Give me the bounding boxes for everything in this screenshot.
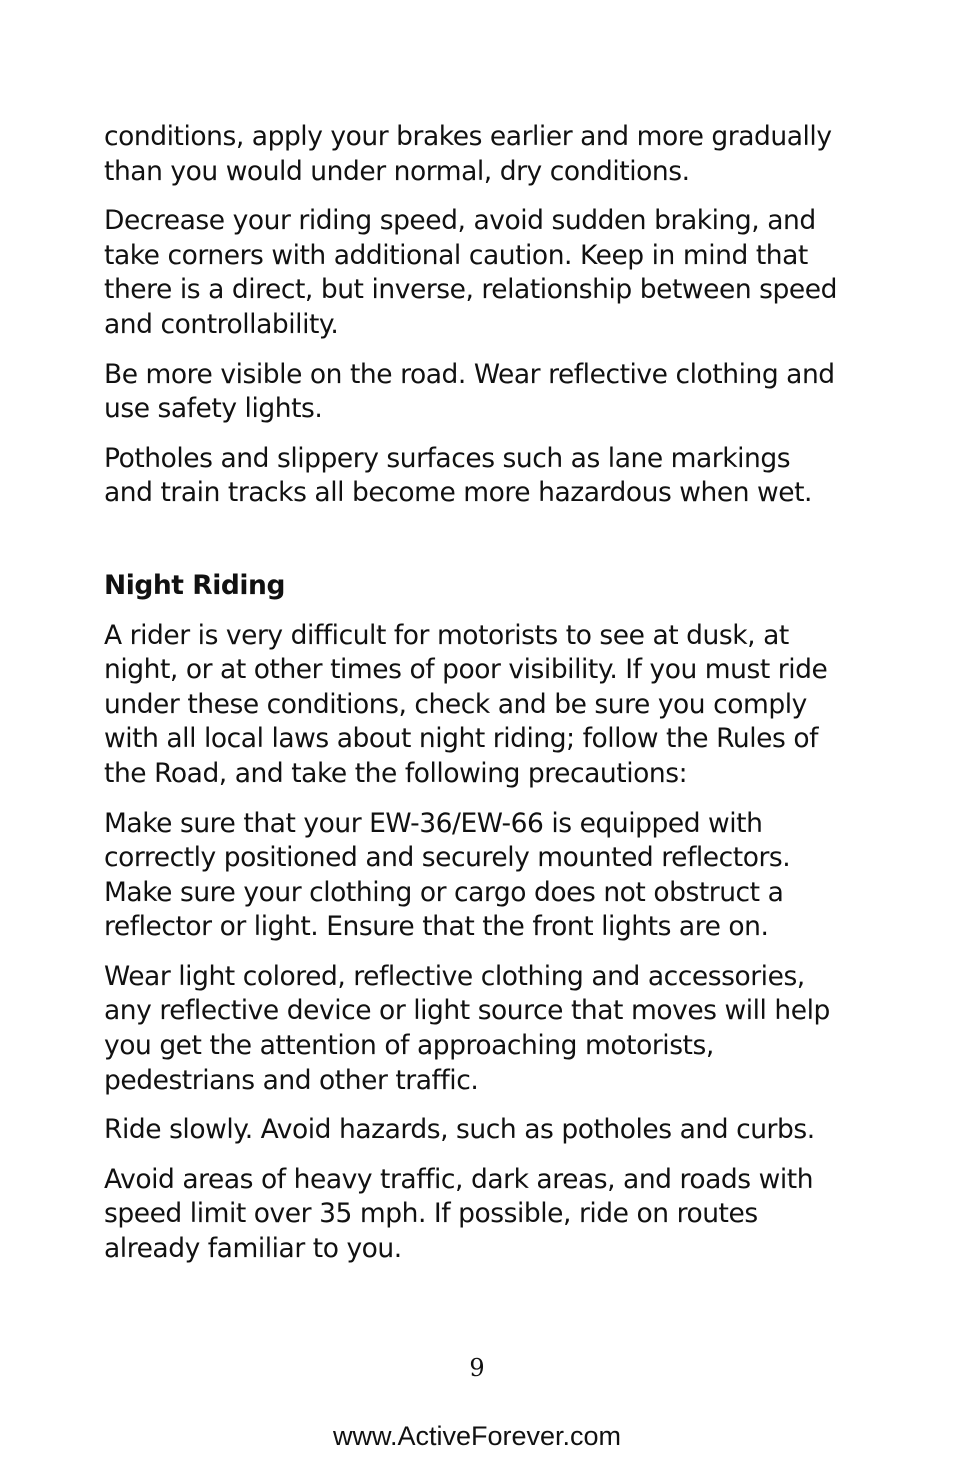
section-heading-night-riding: Night Riding: [104, 569, 285, 601]
footer-url: www.ActiveForever.com: [332, 1421, 622, 1451]
paragraph-potholes: Potholes and slippery surfaces such as lane markings and train tracks all become more hazardous when wet.: [104, 442, 813, 509]
paragraph-riding-speed: Decrease your riding speed, avoid sudden braking, and take corners with additional caution. Keep in mind that there is a direct, but inverse, relationship between speed and controllability.: [104, 205, 837, 340]
paragraph-braking-conditions: conditions, apply your brakes earlier and more gradually than you would under normal, dry conditions.: [104, 121, 832, 187]
paragraph-reflectors: Make sure that your EW-36/EW-66 is equipped with correctly positioned and securely mounted reflectors. Make sure your clothing or cargo does not obstruct a reflector or light. Ensure that the front lights are on.: [104, 807, 791, 943]
paragraph-ride-slowly: Ride slowly. Avoid hazards, such as potholes and curbs.: [104, 1114, 815, 1146]
paragraph-avoid-areas: Avoid areas of heavy traffic, dark areas, and roads with speed limit over 35 mph. If possible, ride on routes already familiar to you.: [104, 1163, 814, 1265]
paragraph-night-visibility: A rider is very difficult for motorists to see at dusk, at night, or at other times of poor visibility. If you must ride under these conditions, check and be sure you comply with all local laws about night riding; follow the Rules of the Road, and take the following precautions:: [104, 619, 828, 789]
page-content: [104, 120, 844, 1282]
paragraph-visibility: Be more visible on the road. Wear reflective clothing and use safety lights.: [104, 358, 835, 425]
page-number: 9: [469, 1354, 485, 1382]
paragraph-reflective-clothing: Wear light colored, reflective clothing and accessories, any reflective device or light source that moves will help you get the attention of approaching motorists, pedestrians and other traffic.: [104, 960, 830, 1096]
